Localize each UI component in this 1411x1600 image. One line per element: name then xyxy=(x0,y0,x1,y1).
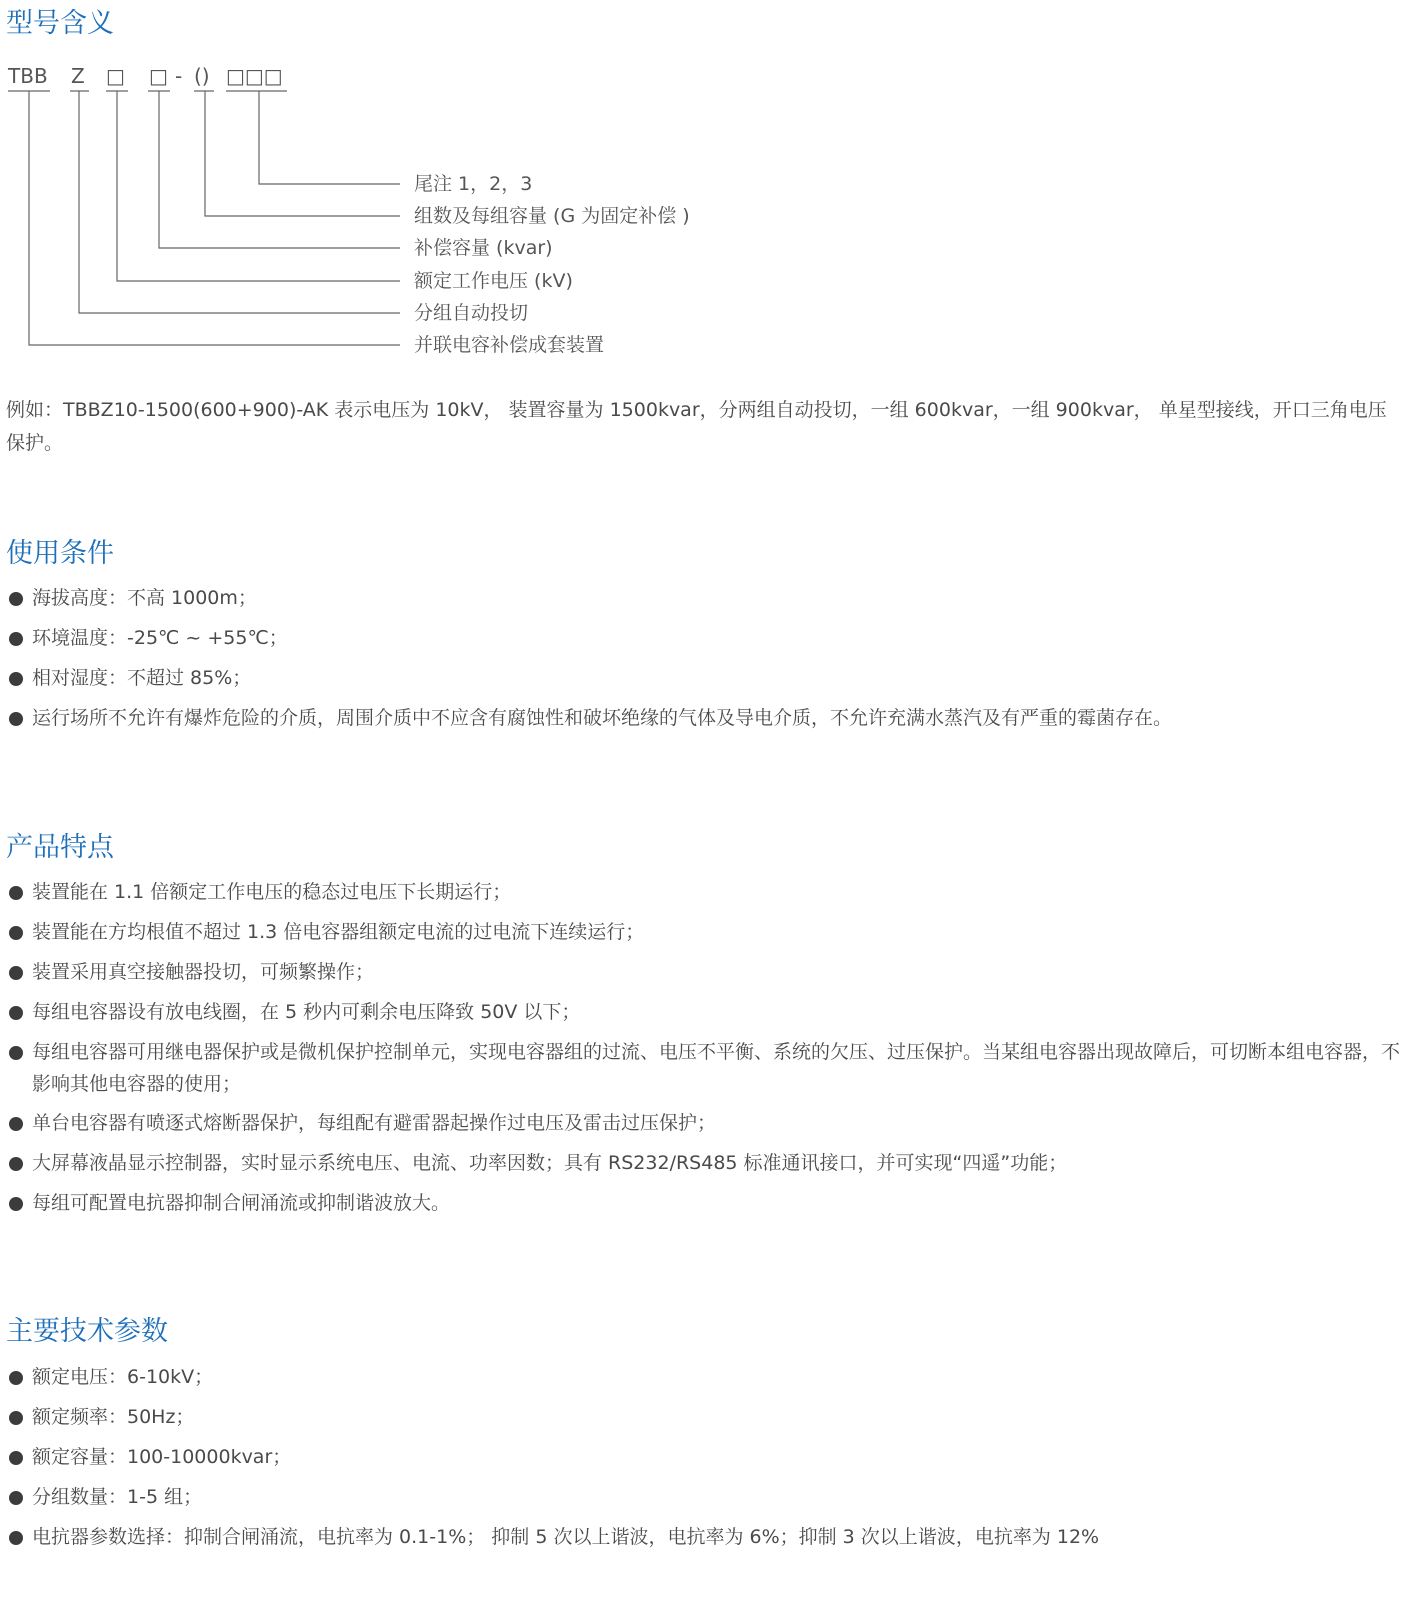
list-item: 装置能在方均根值不超过 1.3 倍电容器组额定电流的过电流下连续运行； xyxy=(6,916,1401,948)
list-item: 每组电容器可用继电器保护或是微机保护控制单元，实现电容器组的过流、电压不平衡、系统的欠压、过压保护。当某组电容器出现故障后，可切断本组电容器，不影响其他电容器的使用； xyxy=(6,1036,1401,1100)
bullet-icon xyxy=(9,592,23,606)
conditions-list xyxy=(6,582,1401,734)
tech-params-list xyxy=(6,1361,1401,1553)
list-item: 电抗器参数选择：抑制合闸涌流，电抗率为 0.1-1%； 抑制 5 次以上谐波，电抗率为 6%；抑制 3 次以上谐波，电抗率为 12% xyxy=(6,1521,1401,1553)
bullet-icon xyxy=(9,1491,23,1505)
label-footnote: 尾注 1，2，3 xyxy=(414,173,533,195)
code-boxes-suffix: □□□ xyxy=(226,64,283,88)
code-paren: () xyxy=(194,64,210,88)
model-diagram-lines xyxy=(0,0,420,360)
section-title-model-meaning: 型号含义 xyxy=(6,8,114,39)
list-item: 运行场所不允许有爆炸危险的介质，周围介质中不应含有腐蚀性和破坏绝缘的气体及导电介质，不允许充满水蒸汽及有严重的霉菌存在。 xyxy=(6,702,1401,734)
section-title-features: 产品特点 xyxy=(6,832,114,863)
label-device-type: 并联电容补偿成套装置 xyxy=(414,334,605,356)
bullet-icon xyxy=(9,1531,23,1545)
code-tbb: TBB xyxy=(8,64,48,88)
bullet-icon xyxy=(9,1117,23,1131)
list-item: 每组可配置电抗器抑制合闸涌流或抑制谐波放大。 xyxy=(6,1187,1401,1219)
features-list xyxy=(6,876,1401,1219)
section-title-conditions: 使用条件 xyxy=(6,538,114,569)
list-item: 额定频率：50Hz； xyxy=(6,1401,1401,1433)
bullet-icon xyxy=(9,672,23,686)
list-item: 环境温度：-25℃ ~ +55℃； xyxy=(6,622,1401,654)
section-title-tech-params: 主要技术参数 xyxy=(6,1316,168,1347)
label-compensation-capacity: 补偿容量 (kvar) xyxy=(414,237,553,259)
example-paragraph: 例如：TBBZ10-1500(600+900)-AK 表示电压为 10kV， 装置容量为 1500kvar，分两组自动投切，一组 600kvar，一组 900kvar， 单星型接线，开口三角电压保护。 xyxy=(6,399,1387,454)
bullet-icon xyxy=(9,1451,23,1465)
bullet-icon xyxy=(9,1046,23,1060)
list-item: 装置采用真空接触器投切，可频繁操作； xyxy=(6,956,1401,988)
list-item: 海拔高度：不高 1000m； xyxy=(6,582,1401,614)
list-item: 大屏幕液晶显示控制器，实时显示系统电压、电流、功率因数；具有 RS232/RS485 标准通讯接口，并可实现“四遥”功能； xyxy=(6,1147,1401,1179)
list-item: 每组电容器设有放电线圈，在 5 秒内可剩余电压降致 50V 以下； xyxy=(6,996,1401,1028)
list-item: 额定容量：100-10000kvar； xyxy=(6,1441,1401,1473)
list-item: 单台电容器有喷逐式熔断器保护，每组配有避雷器起操作过电压及雷击过压保护； xyxy=(6,1107,1401,1139)
label-rated-voltage: 额定工作电压 (kV) xyxy=(414,270,573,292)
bullet-icon xyxy=(9,1006,23,1020)
code-dash: - xyxy=(175,64,183,88)
bullet-icon xyxy=(9,1411,23,1425)
bullet-icon xyxy=(9,712,23,726)
bullet-icon xyxy=(9,926,23,940)
label-groups-capacity: 组数及每组容量 (G 为固定补偿 ) xyxy=(414,205,690,227)
code-z: Z xyxy=(71,64,85,88)
list-item: 额定电压：6-10kV； xyxy=(6,1361,1401,1393)
bullet-icon xyxy=(9,632,23,646)
bullet-icon xyxy=(9,966,23,980)
list-item: 分组数量：1-5 组； xyxy=(6,1481,1401,1513)
list-item: 装置能在 1.1 倍额定工作电压的稳态过电压下长期运行； xyxy=(6,876,1401,908)
label-auto-switching: 分组自动投切 xyxy=(414,302,529,324)
bullet-icon xyxy=(9,1371,23,1385)
bullet-icon xyxy=(9,1157,23,1171)
bullet-icon xyxy=(9,1197,23,1211)
code-box-voltage: □ xyxy=(106,64,125,88)
code-box-capacity: □ xyxy=(149,64,168,88)
list-item: 相对湿度：不超过 85%； xyxy=(6,662,1401,694)
bullet-icon xyxy=(9,886,23,900)
